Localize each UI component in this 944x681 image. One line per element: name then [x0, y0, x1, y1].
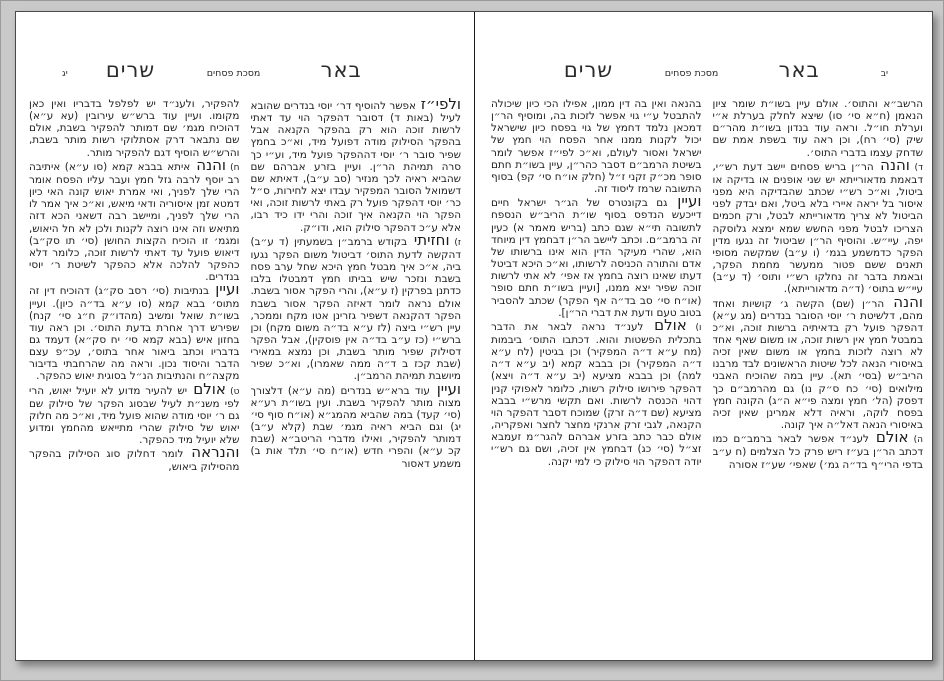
- text-column-left: [491, 98, 702, 644]
- text-columns: [29, 98, 461, 644]
- paragraph: ט) אולם יש להעיר מדוע לא יועיל יאוש, הרי לפי משנ״ת לעיל שבסוג הפקר של סילוק שם גם ר׳ יוסי מודה שהוא פועל מיד, וא״כ מה חלוק יאוש של סילוק שהרי מתייאש מהחמץ ומדוע שלא יועיל מיד כהפקר.: [29, 379, 240, 447]
- paragraph-lead-word: ועיין: [208, 280, 240, 299]
- paragraph: והנה הר״ן (שם) הקשה ג׳ קושיות ואחד מהם, דלשיטת ר׳ יוסי הסובר בנדרים (מג ע״א) דהפקר פועל רק בדאיתיה ברשות זוכה, וא״כ במבטל חמץ אין רשות זוכה, או משום שאף אחד לא רוצה לזכות בחמץ או משום שאין זכיה באיסורי הנאה לכל שיטות הראשונים לבד מרבנו הריב״ש (בסי׳ תא). עיין במה שהוכיח האבני מילואים (סי׳ כח ס״ק נו) גם מהרמב״ם כך דפסק (הל׳ חמץ ומצה פי״א ה״ג) הקונה חמץ בפסח לוקה, וראיה דלא אמרינן שאין זכיה באיסורי הנאה דאל״ה איך קונה.: [712, 292, 923, 432]
- paragraph: הרשב״א והתוס׳. אולם עיין בשו״ת שומר ציון הנאמן (ח״א סי׳ סו) שיצא לחלק בערלת א״י וערלת חו״ל. וראה עוד בנדון בשו״ת מהר״ם שיק (סי׳ רח), וכן ראה עוד בשפת אמת שם שדחק עצמו בדברי התוס׳.: [712, 98, 923, 159]
- paragraph: ה) אולם לענ״ד אפשר לבאר ברמב״ם כמו דכתב הר״ן בע״ז ריש פרק כל הצלמים (ח ע״ב בדפי הרי״ף בד״ה גמ׳) שאפי׳ שע״ז אסורה: [712, 428, 923, 471]
- paragraph-lead-word: וחזיתי: [407, 230, 450, 249]
- text-column-left: [29, 98, 240, 644]
- book-title-shurim: שרים: [563, 58, 614, 82]
- tractate-subtitle: מסכת פסחים: [206, 68, 261, 79]
- paragraph-lead-word: ועיין: [667, 192, 702, 211]
- page-right-folio-12: [474, 12, 932, 660]
- paragraph: ד) והנה הר״ן בריש פסחים יישב דעת רש״י, דבאמת מדאורייתא יש שני אופנים או בדיקה או ביטול, וא״כ רש״י שכתב שהבדיקה היא מפני איסור בל יראה איירי בלא ביטל, ואם יבדק לפני הביטול לא צריך מדאורייתא לבטל, ורק חכמים הצריכו לבטל מפני החשש שמא ימצא גלוסקה יפה, עיי״ש. והוסיף הר״ן שביטול זה נגעו מדין הפקר כדמשמע בגמ׳ (ו ע״ב) שמקשה מסופי תאנים ששם פטור ממעשר מחמת הפקר, ובאמת בדבר זה נחלקו רש״י ותוס׳ (ד ע״ב) עיי״ש בתוס׳ (ד״ה מדאורייתא).: [712, 155, 923, 296]
- paragraph: ו) אולם לענ״ד נראה לבאר את הדבר בתכלית הפשטות והוא. דכתבו התוס׳ ביבמות (מח ע״א ד״ה המפקיר) וכן בגיטין (לח ע״א ד״ה המפקיר) וכן בבבא קמא (יב ע״א ד״ה למה) וכן בבבא מציעא (יב ע״א ד״ה ויצא) דהפקר פירושו סילוק רשות, כלומר לאפוקי קנין דהוי הכנסה לרשות. ואם תקשי מרש״י בבבא מציעא (שם ד״ה זרק) שמוכח דסבר דהפקר הוי הקנאה, לגבי זרק ארנקי מחצר לחצר ואפקריה, אולם כבר כתב בזרע אברהם להגר״מ זעמבא זצ״ל (סי׳ כג) דבחמץ אין זכיה, ושם גם רש״י יודה דהפקר הוי סילוק כי למי יקנה.: [491, 315, 702, 468]
- book-title-shurim: שרים: [105, 58, 156, 82]
- book-title-baer: באר: [778, 58, 820, 82]
- text-columns: [491, 98, 923, 644]
- paragraph-marker: ט): [225, 386, 240, 397]
- paragraph: ח) והנה איתא בבבא קמא (סו ע״א) איתיבה רב יוסף לרבה גזל חמץ ועבר עליו הפסח אומר הרי שלך לפניך, ואי אמרת יאוש קונה האי כיון דמטא זמן איסוריה ודאי מיאש, וא״כ איך אמר לו הרי שלך לפניך, ומיישב רבה דשאני הכא דזה מתיאש וזה אינו רוצה לקנות ולכן לא חל היאוש, ומגמ׳ זו הוכיח הקצות החושן (סי׳ תו סק״ב) דיאוש פועל עד דאתי לרשות זוכה, כלומר דלא כהפקר להלכה אלא כהפקר לשיטת ר׳ יוסי בנדרים.: [29, 155, 240, 284]
- page-divider-line: [474, 12, 475, 660]
- text-column-right: [251, 98, 462, 644]
- paragraph-lead-word: ולפי״ז: [416, 98, 461, 113]
- tractate-subtitle: מסכת פסחים: [664, 68, 719, 79]
- paragraph: ועיין עוד ברא״ש בנדרים (מה ע״א) דלצורך מצוה מותר להפקיר בשבת. ועין בשו״ת רע״א (סי׳ קעד) במה שהביא מהמג״א (או״ח סוף סי׳ יג) וגם הביא ראיה מגמ׳ שבת (קלא ע״ב) דמותר להפקיר, ואילו מדברי הריטב״א (שבת קכ ע״א) והפרי חדש (או״ח סי׳ תלד אות ב) משמע דאסור: [250, 379, 461, 470]
- paragraph-marker: ח): [225, 162, 240, 173]
- paragraph-lead-word: והנה: [873, 155, 910, 174]
- paragraph-lead-word: והנה: [884, 292, 923, 311]
- paragraph-lead-word: והנה: [190, 155, 226, 174]
- paragraph-lead-word: אולם: [643, 315, 687, 334]
- page-left-folio-13: [16, 12, 474, 660]
- book-spread: [15, 11, 933, 661]
- folio-number: יב: [880, 69, 888, 79]
- text-column-right: [713, 98, 924, 644]
- paragraph-lead-word: ועיין: [429, 379, 461, 398]
- paragraph: להפקיר, ולענ״ד יש לפלפל בדבריו ואין כאן מקומו. ועיין עוד ברש״ש עירובין (עא ע״א) דהוכיח מגמ׳ שם דמותר להפקיר בשבת, אולם שם נתבאר דרק אסתלוקי רשות מותר בשבת, והרש״ש הוסיף דגם להפקיר מותר.: [29, 98, 240, 159]
- paragraph-lead-word: והנראה: [183, 443, 240, 462]
- book-title-baer: באר: [320, 58, 362, 82]
- folio-number: יג: [62, 69, 68, 79]
- paragraph: בהנאה ואין בה דין ממון, אפילו הכי כיון שיכולה להתבטל ע״י גוי אפשר לזכות בה, ומוסיף הר״ן דמכאן נלמד דחמץ של גוי בפסח כיון שישראל יכול לקנות ממנו אחר הפסח הוי חמץ של ישראל ואסור לעולם, וא״כ לפי״ז אפשר לומר בשיטת הרמב״ם דסבר כהר״ן, עיין בשו״ת חתם סופר מכ״ק זקני ז״ל (חלק או״ח סי׳ קפ) בסוף התשובה שרמז ליסוד זה.: [491, 98, 702, 196]
- paragraph-lead-word: אולם: [187, 379, 226, 398]
- paragraph-marker: ו): [686, 322, 702, 333]
- paragraph-marker: ד): [909, 162, 923, 173]
- page-header: [474, 12, 932, 92]
- paragraph-marker: ז): [449, 237, 461, 248]
- paragraph: ועיין גם בקונטרס של הג״ר ישראל חיים דייכעש הנדפס בסוף שו״ת הריב״ש הנספח לתשובה תי״א שגם כתב (בריש מאמר א) כעין זה ברמב״ם. וכתב ליישב הר״ן דבחמץ דין מיוחד הוא, שהרי מעיקר הדין הוא אינו ברשותו של אדם והתורה הכניסה לרשותו, וא״כ היכא דביטל דעתו שאינו רוצה בחמץ אז אפי׳ לא אתי לרשות זוכה שפיר יצא ממנו, [ועיין בשו״ת חתם סופר (או״ח סי׳ סב בד״ה אף הפקר) שכתב להסביר בטוב טעם ודעת את דברי הר״ן].: [491, 192, 702, 319]
- paragraph: והנראה לומר דחלוק סוג הסילוק בהפקר מהסילוק ביאוש,: [29, 443, 240, 473]
- paragraph-lead-word: אולם: [868, 428, 909, 447]
- paragraph: ועיין בנתיבות (סי׳ רסב סק״ג) דהוכיח דין זה מתוס׳ בבא קמא (סו ע״א בד״ה כיון). ועיין בשו״ת שואל ומשיב (מהדו״ק ח״ג סי׳ קנח) שפירש דרך אחרת בדעת התוס׳. וכן ראה עוד בחזון איש (בבא קמא סי׳ יח סק״א) דעמד גם בדבריו וכתב ביאור אחר בתוס׳, עכ״פ עצם הדבר והיסוד נכון. וראה מה שהרחבתי בדיבור מקצה״ח והנתיבות הנ״ל בסוגית יאוש כהפקר.: [29, 280, 240, 383]
- paragraph-marker: ה): [908, 435, 923, 446]
- paragraph: ולפי״ז אפשר להוסיף דר׳ יוסי בנדרים שהובא לעיל (באות ד) דסובר דהפקר הוי עד דאתי לרשות זוכה הוא רק בהפקר הקנאה אבל בהפקר הסילוק מודה דפועל מיד, וא״כ בחמץ שפיר סובר ר׳ יוסי דההפקר פועל מיד, וע״י כך סרה תמיהת הר״ן. ועיין בזרע אברהם שם שהביא ראיה לכך מנזיר (סב ע״ב), דאיתא שם דשמואל הסובר המפקיר עבדו יצא לחירות, ס״ל כר׳ יוסי דהפקר פועל רק באתי לרשות זוכה, ואי הפקר הוי הקנאה איך זוכה והרי ידו כיד רבו, אלא ע״כ דהפקר סילוק הוא, ודו״ק.: [251, 98, 462, 234]
- page-header: [16, 12, 474, 92]
- paragraph: ז) וחזיתי בקודש ברמב״ן בשמעתין (ד ע״ב) דהקשה לדעת התוס׳ דביטול משום הפקר נגעו ביה, א״כ איך מבטל חמץ היכא שחל ערב פסח בשבת ונזכר שיש בביתו חמץ דמבטלו בלבו כדתנן בפרקין (ז ע״א), והרי הפקר אסור בשבת. אולם נראה לומר דאיזה הפקר אסור בשבת הפקר דהקנאה דשפיר גזרינן אטו מקח וממכר, עיין רש״י ביצה (לז ע״א בד״ה משום מקח) וכן ברש״י (כז ע״ב בד״ה אין פוסקין), אבל הפקר דסילוק שפיר מותר בשבת, וכן נמצא במאירי (שבת קכז ב ד״ה ממה שאמרו), וא״כ שפיר מיושבת תמיהת הרמב״ן.: [250, 230, 461, 383]
